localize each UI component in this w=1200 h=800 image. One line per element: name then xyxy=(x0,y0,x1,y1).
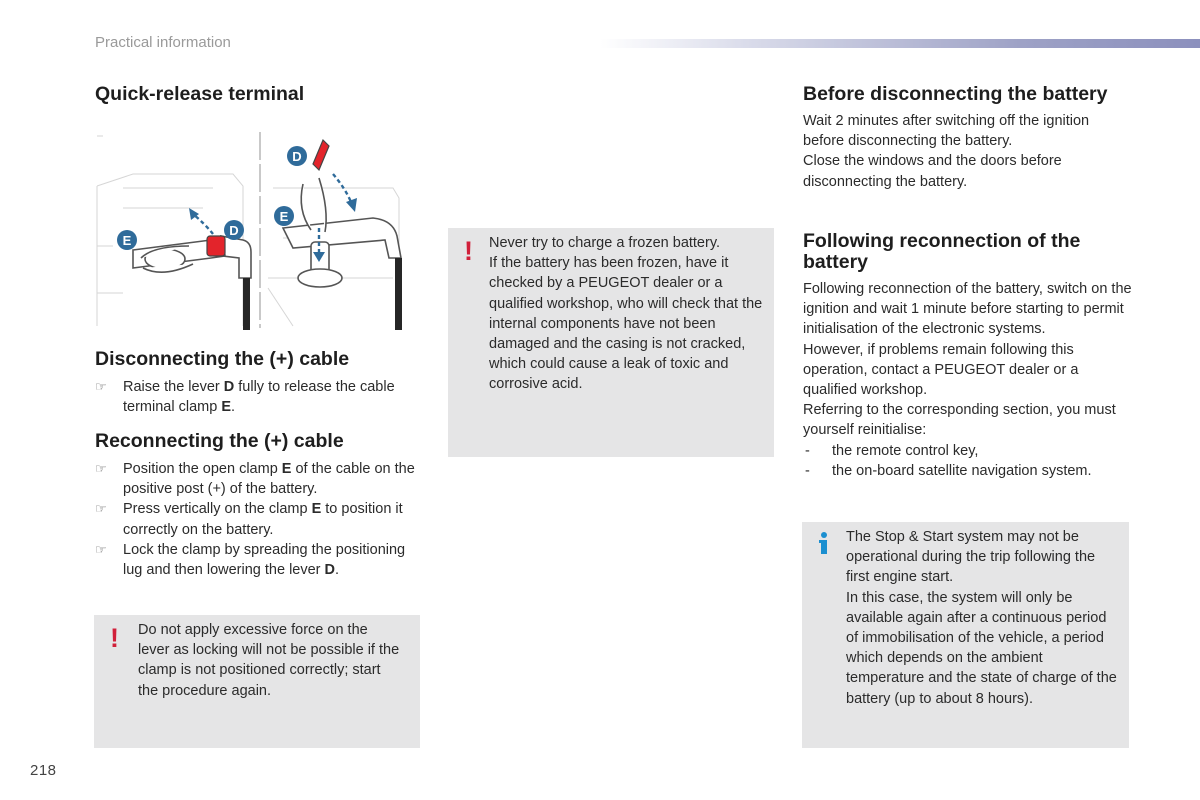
warning-box-force xyxy=(94,615,420,748)
pointer-icon: ☞ xyxy=(95,501,107,517)
section-header: Practical information xyxy=(95,34,231,51)
label-d: D xyxy=(292,149,302,164)
label-e: E xyxy=(279,209,289,224)
quick-release-title: Quick-release terminal xyxy=(95,83,305,105)
pointer-icon: ☞ xyxy=(95,461,107,476)
warning-icon: ! xyxy=(464,236,473,266)
following-reconnection-text: Following reconnection of the battery, switch on the ignition and wait 1 minute before starting to permit initialisation of the electronic systems. However, if problems remain following this operation, contact a PEUGEOT dealer or a qualified workshop. Referring to the corresponding section, you must yourself reinitialise: - the remote control key, - the on-board satellite navigation system. xyxy=(803,279,1133,481)
label-e: E xyxy=(122,233,132,248)
label-d: D xyxy=(229,223,239,238)
list-item: ☞ Raise the lever D fully to release the cable terminal clamp E. xyxy=(95,379,395,416)
warning-icon: ! xyxy=(110,623,119,653)
disconnect-steps xyxy=(95,377,417,417)
reconnecting-title: Reconnecting the (+) cable xyxy=(95,430,344,452)
warning-text: Never try to charge a frozen battery. If the battery has been frozen, have it checked by a PEUGEOT dealer or a qualified workshop, who will check that the internal components have not been damaged and the casing is not cracked, which could cause a leak of toxic and corrosive acid. xyxy=(489,235,763,393)
info-box-stop-start xyxy=(802,522,1129,748)
page-number: 218 xyxy=(30,762,57,779)
header-decoration-bar xyxy=(600,39,1200,48)
warning-text: Do not apply excessive force on the lever as locking will not be possible if the clamp is not positioned correctly; start the procedure again. xyxy=(138,622,400,699)
disconnecting-title: Disconnecting the (+) cable xyxy=(95,348,350,370)
before-disconnecting-text: Wait 2 minutes after switching off the ignition before disconnecting the battery. Close the windows and the doors before disconnecting the battery. xyxy=(803,113,1090,190)
list-item: - the remote control key, xyxy=(805,442,979,459)
info-icon xyxy=(816,531,832,560)
warning-box-frozen xyxy=(448,228,774,457)
before-disconnecting-title: Before disconnecting the battery xyxy=(803,83,1108,105)
reconnect-steps xyxy=(95,459,417,580)
pointer-icon: ☞ xyxy=(95,541,107,557)
info-text: The Stop & Start system may not be operational during the trip following the first engine start. In this case, the system will only be available again after a continuous period of immobilisation of the vehicle, a period which depends on the ambient temperature and the state of charge of the battery (up to about 8 hours). xyxy=(846,529,1117,707)
list-item: ☞ Press vertically on the clamp E to position it correctly on the battery. xyxy=(95,501,403,538)
battery-terminal-illustration xyxy=(93,128,405,332)
list-item: ☞ Lock the clamp by spreading the positioning lug and then lowering the lever D. xyxy=(95,541,406,579)
following-reconnection-title: Following reconnection of the battery xyxy=(803,230,1081,273)
list-item: - the on-board satellite navigation system. xyxy=(805,462,1092,479)
pointer-icon: ☞ xyxy=(95,379,107,394)
list-item: ☞ Position the open clamp E of the cable on the positive post (+) of the battery. xyxy=(95,461,415,498)
